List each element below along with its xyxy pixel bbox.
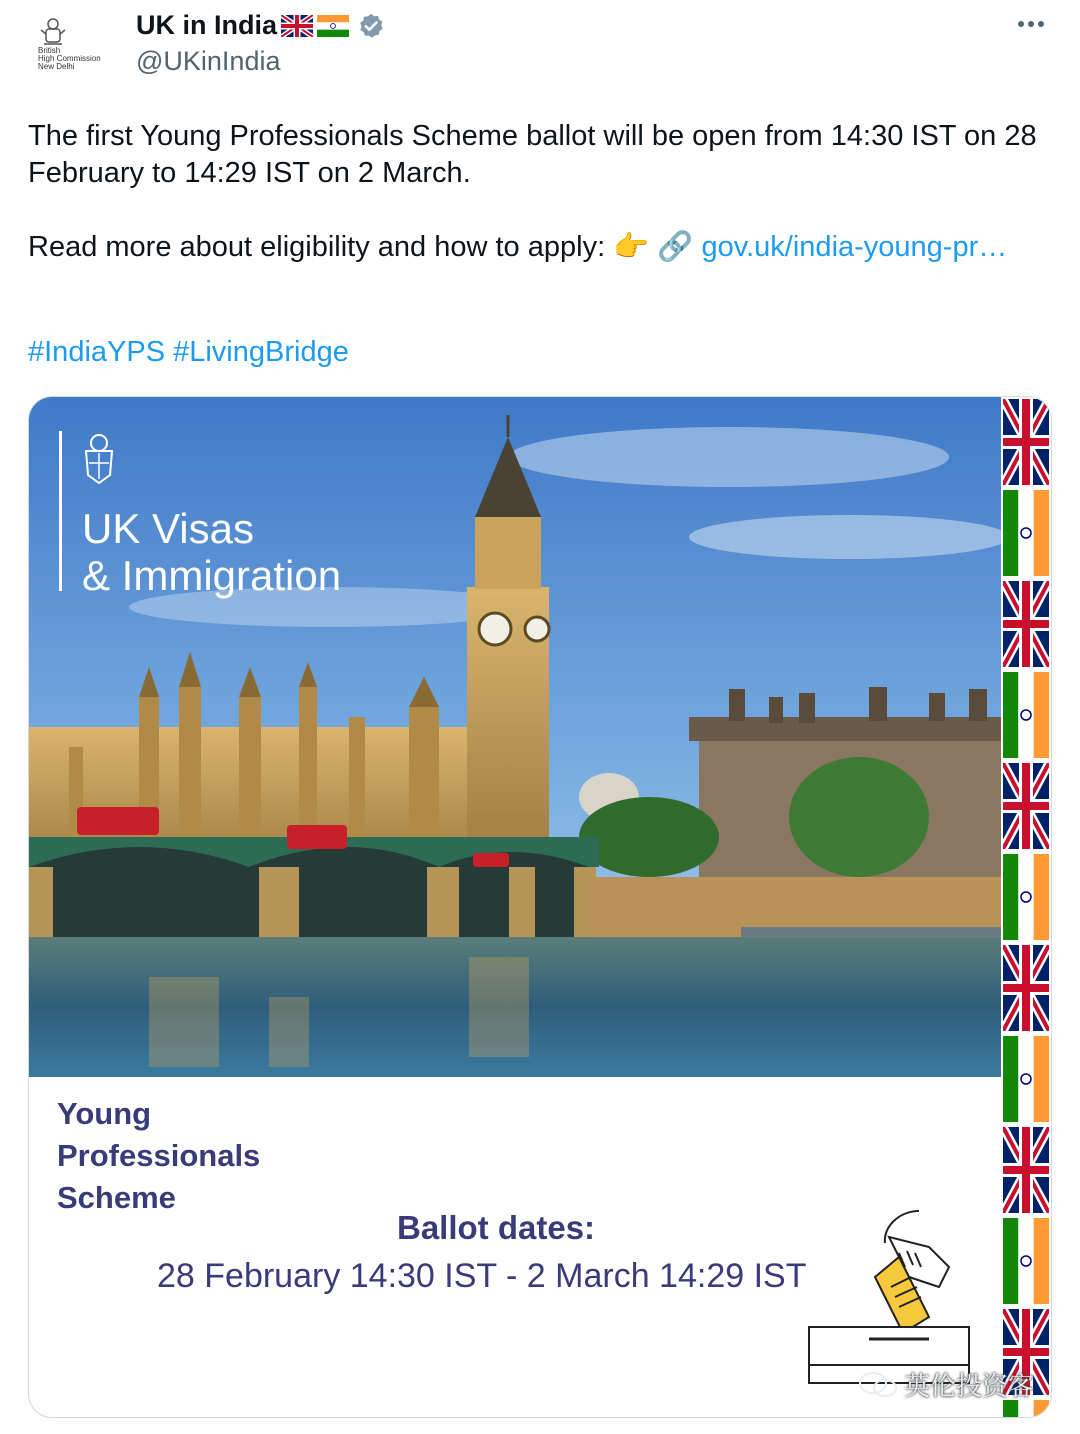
uk-flag-icon — [281, 15, 313, 37]
uk-flag-icon — [1003, 763, 1049, 849]
brand-line-2: & Immigration — [82, 552, 342, 599]
hashtag-indiayps[interactable]: #IndiaYPS — [28, 336, 166, 368]
avatar[interactable] — [30, 14, 110, 80]
ukvi-logo — [59, 431, 342, 599]
tweet-paragraph — [28, 229, 1048, 266]
india-flag-icon — [1003, 672, 1049, 758]
india-flag-icon — [1003, 854, 1049, 940]
uk-flag-icon — [1003, 945, 1049, 1031]
dot-icon — [1038, 21, 1044, 27]
avatar-text: British High Commission New Delhi — [38, 46, 101, 71]
tweet-paragraph: The first Young Professionals Scheme ballot will be open from 14:30 IST on 28 February to 14:29 IST on 2 March. — [28, 120, 1037, 189]
brand-line-1: UK Visas — [82, 505, 254, 552]
flag-strip — [1001, 397, 1051, 1417]
ballot-dates: 28 February 14:30 IST - 2 March 14:29 IST — [157, 1257, 807, 1295]
dot-icon — [1018, 21, 1024, 27]
dot-icon — [1028, 21, 1034, 27]
gov-uk-link[interactable]: gov.uk/india-young-pr… — [701, 231, 1008, 263]
india-flag-icon — [1003, 1218, 1049, 1304]
display-name[interactable]: UK in India — [136, 10, 277, 40]
uk-flag-icon — [1003, 1127, 1049, 1213]
hashtags — [28, 336, 349, 369]
india-flag-icon — [1003, 1036, 1049, 1122]
ballot-box-icon — [799, 1207, 979, 1387]
tweet-body — [28, 118, 1048, 266]
verified-badge-icon — [357, 12, 385, 40]
media-card[interactable] — [28, 396, 1052, 1418]
hashtag-livingbridge[interactable]: #LivingBridge — [173, 336, 349, 368]
ballot-title: Ballot dates: — [397, 1209, 596, 1246]
royal-crest-icon — [76, 431, 122, 487]
scheme-title: Young Professionals Scheme — [57, 1096, 261, 1215]
uk-flag-icon — [1003, 581, 1049, 667]
wechat-icon — [858, 1370, 898, 1400]
more-options-button[interactable] — [1018, 14, 1052, 38]
tweet-header — [0, 0, 1080, 100]
handle[interactable]: @UKinIndia — [136, 46, 281, 76]
india-flag-icon — [317, 15, 349, 37]
wechat-watermark — [858, 1366, 1034, 1403]
westminster-photo — [29, 397, 1001, 1077]
watermark-text: 英伦投资客 — [904, 1371, 1035, 1401]
india-flag-icon — [1003, 490, 1049, 576]
uk-flag-icon — [1003, 399, 1049, 485]
name-row — [136, 10, 385, 41]
read-more-text: Read more about eligibility and how to apply: 👉 🔗 — [28, 231, 702, 263]
royal-crest-icon — [38, 16, 68, 48]
